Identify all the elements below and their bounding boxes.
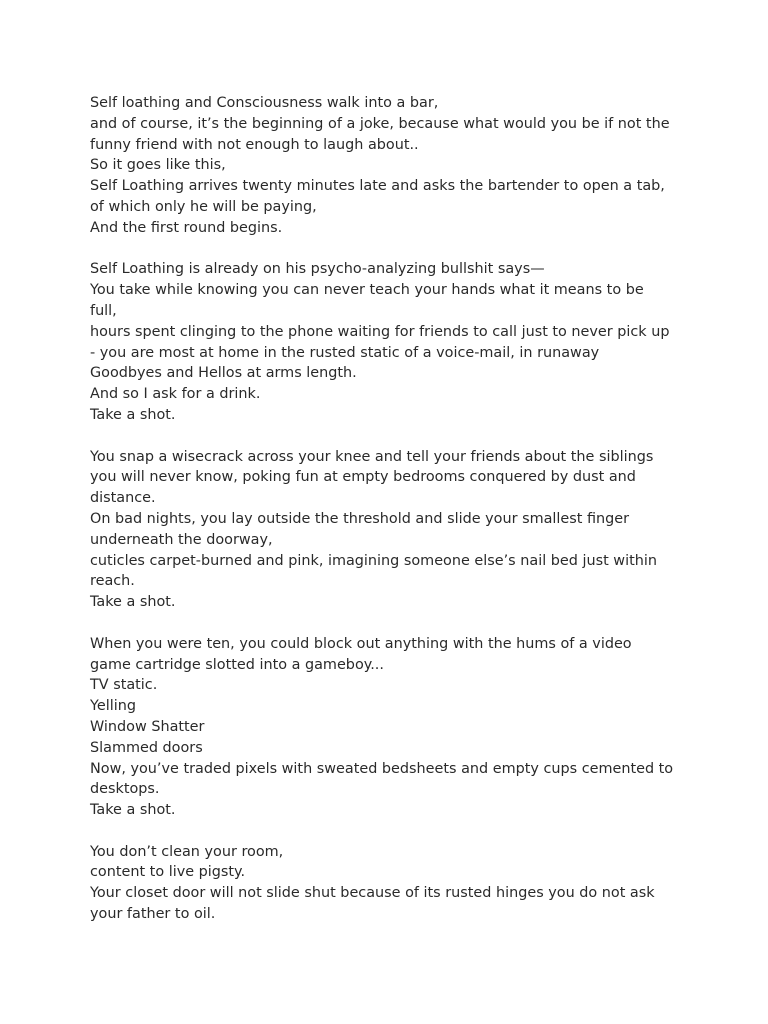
text-line: your father to oil. xyxy=(90,906,216,923)
stanza xyxy=(90,259,690,425)
text-line: desktops. xyxy=(90,781,160,798)
text-line: Your closet door will not slide shut because of its rusted hinges you do not ask xyxy=(90,885,655,902)
text-line: Self loathing and Consciousness walk into a bar, xyxy=(90,95,439,111)
text-line: reach. xyxy=(90,573,135,590)
text-line: Goodbyes and Hellos at arms length. xyxy=(90,365,357,382)
stanza xyxy=(90,93,690,239)
text-line: You don’t clean your room, xyxy=(90,843,284,860)
text-line: of which only he will be paying, xyxy=(90,198,317,215)
text-line: cuticles carpet-burned and pink, imagining someone else’s nail bed just within xyxy=(90,552,657,569)
text-line: TV static. xyxy=(90,677,158,694)
text-line: distance. xyxy=(90,490,156,507)
stanza-break xyxy=(90,239,690,260)
text-line: And so I ask for a drink. xyxy=(90,386,261,403)
text-line: funny friend with not enough to laugh about.. xyxy=(90,136,419,153)
stanza-break xyxy=(90,426,690,447)
text-line: full, xyxy=(90,302,117,319)
stanza-break xyxy=(90,821,690,842)
text-line: hours spent clinging to the phone waiting for friends to call just to never pick up xyxy=(90,323,670,340)
text-line: you will never know, poking fun at empty bedrooms conquered by dust and xyxy=(90,469,636,486)
stanza-break xyxy=(90,613,690,634)
text-line: Yelling xyxy=(90,698,136,715)
text-line: Take a shot. xyxy=(90,594,176,611)
text-line: Now, you’ve traded pixels with sweated bedsheets and empty cups cemented to xyxy=(90,760,674,777)
stanza xyxy=(90,447,690,613)
text-line: Take a shot. xyxy=(90,406,176,423)
text-line: Window Shatter xyxy=(90,718,205,735)
text-line: game cartridge slotted into a gameboy... xyxy=(90,656,384,673)
stanza xyxy=(90,842,690,925)
text-line: Self Loathing arrives twenty minutes late and asks the bartender to open a tab, xyxy=(90,178,665,195)
stanza xyxy=(90,634,690,821)
text-line: and of course, it’s the beginning of a joke, because what would you be if not the xyxy=(90,115,670,132)
text-line: And the first round begins. xyxy=(90,219,283,236)
poem-body xyxy=(90,93,690,925)
text-line: You snap a wisecrack across your knee and tell your friends about the siblings xyxy=(90,448,654,465)
text-line: Slammed doors xyxy=(90,739,203,756)
text-line: When you were ten, you could block out anything with the hums of a video xyxy=(90,635,632,652)
text-line: underneath the doorway, xyxy=(90,531,273,548)
text-line: Take a shot. xyxy=(90,802,176,819)
text-line: Self Loathing is already on his psycho-analyzing bullshit says— xyxy=(90,261,545,278)
text-line: You take while knowing you can never teach your hands what it means to be xyxy=(90,282,644,299)
text-line: - you are most at home in the rusted static of a voice-mail, in runaway xyxy=(90,344,600,361)
text-line: content to live pigsty. xyxy=(90,864,246,881)
text-line: So it goes like this, xyxy=(90,157,226,174)
text-line: On bad nights, you lay outside the threshold and slide your smallest finger xyxy=(90,510,630,527)
